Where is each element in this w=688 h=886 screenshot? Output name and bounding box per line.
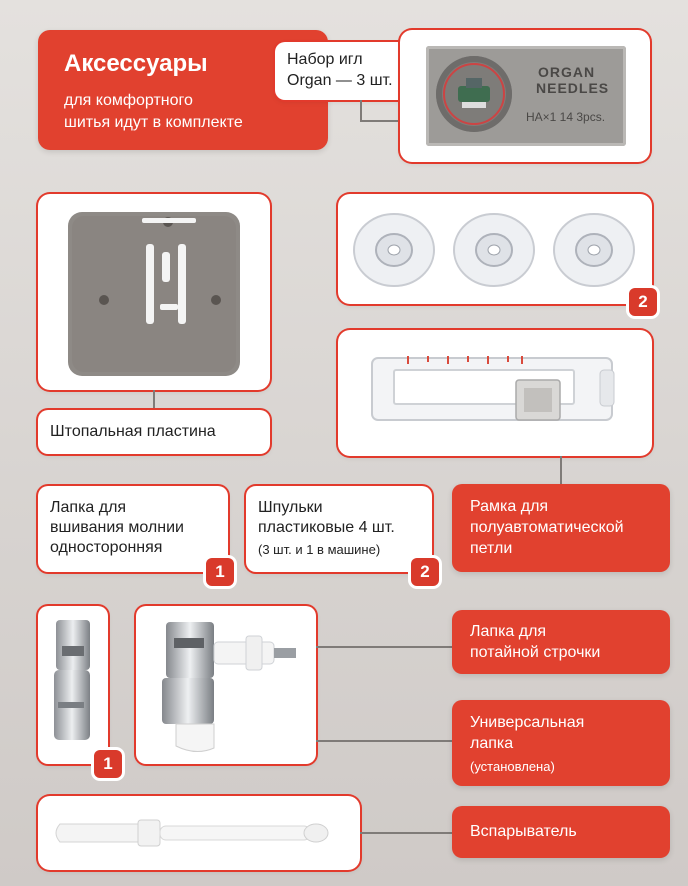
- darning-plate-label-card: [38, 410, 270, 454]
- zipper-foot-photo-card: [38, 606, 108, 764]
- zipper-foot-label-line3: односторонняя: [50, 539, 163, 556]
- page-subtitle-line2: шитья идут в комплекте: [64, 114, 243, 131]
- needles-label-line2: Organ — 3 шт.: [287, 72, 393, 89]
- darning-plate-image: [38, 194, 270, 390]
- bobbins-photo-card: [338, 194, 652, 304]
- universal-foot-label-line1: Универсальная: [470, 714, 585, 731]
- needles-photo-card: [400, 30, 650, 162]
- bobbins-count-badge: 2: [411, 558, 439, 586]
- zipper-foot-label-line1: Лапка для: [50, 499, 127, 516]
- darning-plate-label: Штопальная пластина: [50, 423, 216, 440]
- zipper-foot-label-line2: вшивания молнии: [50, 519, 184, 536]
- needle-pack-logo-icon: [436, 56, 512, 132]
- blind-foot-label-line2: потайной строчки: [470, 644, 601, 661]
- connector-universal-h: [316, 740, 452, 742]
- seam-ripper-photo-card: [38, 796, 360, 870]
- connector-blind-h: [316, 646, 452, 648]
- zipper-foot-label-card: [38, 486, 228, 572]
- buttonhole-frame-label-card: [452, 484, 670, 572]
- seam-ripper-label: Вспарыватель: [470, 823, 577, 840]
- buttonhole-frame-image: [338, 330, 652, 456]
- bobbins-label-line2: пластиковые 4 шт.: [258, 519, 395, 536]
- universal-foot-label-card: [452, 700, 670, 786]
- bobbins-photo-count-badge: 2: [629, 288, 657, 316]
- blind-foot-photo-card: [136, 606, 316, 764]
- zipper-foot-image: [38, 606, 108, 764]
- blind-foot-image: [136, 606, 316, 764]
- connector-buttonhole: [560, 456, 562, 484]
- seam-ripper-image: [38, 796, 360, 870]
- connector-darning: [153, 390, 155, 410]
- connector-needles-v: [360, 100, 362, 122]
- seam-ripper-label-card: [452, 806, 670, 858]
- needles-label-card: [275, 42, 415, 100]
- connector-ripper: [360, 832, 452, 834]
- buttonhole-frame-label-line3: петли: [470, 540, 513, 557]
- universal-foot-label-line2: лапка: [470, 735, 514, 752]
- buttonhole-frame-photo-card: [338, 330, 652, 456]
- bobbins-label-line1: Шпульки: [258, 499, 323, 516]
- zipper-foot-count-badge: 1: [206, 558, 234, 586]
- page-subtitle-line1: для комфортного: [64, 92, 193, 109]
- needles-label-line1: Набор игл: [287, 51, 363, 68]
- page-title: Аксессуары: [64, 50, 208, 77]
- blind-foot-label-line1: Лапка для: [470, 623, 547, 640]
- buttonhole-frame-label-line1: Рамка для: [470, 498, 549, 515]
- needle-pack-spec: HA×1 14 3pcs.: [526, 110, 606, 124]
- bobbins-image: [338, 194, 652, 304]
- connector-needles-h: [360, 120, 400, 122]
- bobbins-label-card: [246, 486, 432, 572]
- needle-pack-brand-line1: ORGAN: [538, 64, 596, 80]
- blind-foot-label-card: [452, 610, 670, 674]
- universal-foot-label-note: (установлена): [470, 759, 555, 774]
- bobbins-label-note: (3 шт. и 1 в машине): [258, 542, 381, 557]
- buttonhole-frame-label-line2: полуавтоматической: [470, 519, 624, 536]
- needle-pack: [426, 46, 626, 146]
- needle-pack-brand-line2: NEEDLES: [536, 80, 610, 96]
- zipper-foot-photo-count-badge: 1: [94, 750, 122, 778]
- darning-plate-photo-card: [38, 194, 270, 390]
